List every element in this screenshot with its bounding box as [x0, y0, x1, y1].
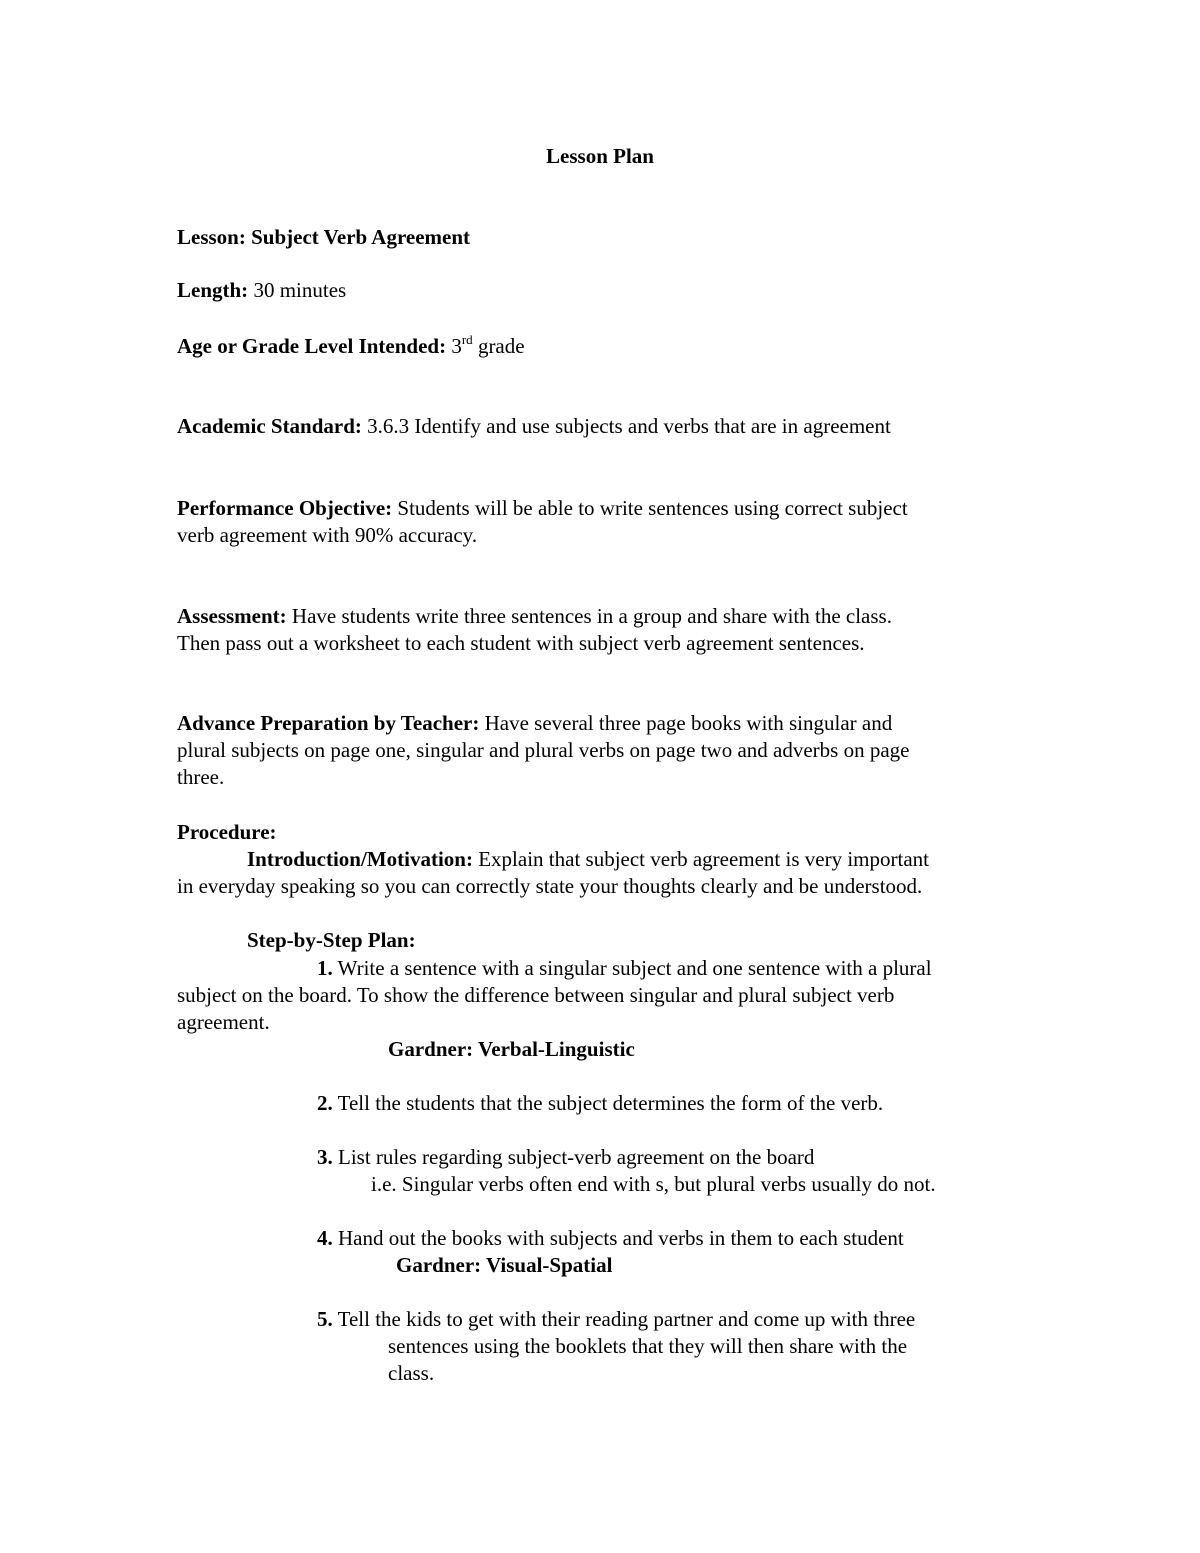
step-2-text-1: Tell the students that the subject determines the form of the verb. [337, 1091, 884, 1115]
objective-line-1 [177, 495, 908, 522]
page-title: Lesson Plan [546, 144, 654, 168]
preparation-line-2: plural subjects on page one, singular and plural verbs on page two and adverbs on page [177, 738, 910, 762]
length-label: Length: [177, 278, 249, 302]
standard-value: 3.6.3 Identify and use subjects and verbs that are in agreement [367, 414, 891, 438]
intro-label: Introduction/Motivation: [247, 847, 473, 871]
step-1-line-3: agreement. [177, 1010, 270, 1034]
grade-line [177, 333, 525, 360]
grade-label: Age or Grade Level Intended: [177, 334, 447, 358]
grade-number: 3 [451, 334, 462, 358]
assessment-label: Assessment: [177, 604, 287, 628]
objective-text-1: Students will be able to write sentences using correct subject [397, 496, 908, 520]
step-1-number: 1. [317, 956, 333, 980]
objective-line-2: verb agreement with 90% accuracy. [177, 523, 478, 547]
preparation-line-1 [177, 710, 892, 737]
step-4-text-1: Hand out the books with subjects and verbs in them to each student [338, 1226, 904, 1250]
step-5-line-3: class. [388, 1361, 435, 1385]
step-4-number: 4. [317, 1226, 333, 1250]
step-plan-heading: Step-by-Step Plan: [247, 928, 416, 952]
step-4-gardner: Gardner: Visual-Spatial [396, 1253, 613, 1277]
preparation-line-3: three. [177, 765, 225, 789]
step-2-number: 2. [317, 1091, 333, 1115]
standard-label: Academic Standard: [177, 414, 362, 438]
preparation-text-1: Have several three page books with singular and [484, 711, 893, 735]
step-3-line-1 [317, 1144, 814, 1171]
step-4-line-1 [317, 1225, 904, 1252]
step-2-line-1 [317, 1090, 883, 1117]
length-line [177, 277, 346, 304]
assessment-line-2: Then pass out a worksheet to each student with subject verb agreement sentences. [177, 631, 865, 655]
step-1-line-1 [317, 955, 932, 982]
assessment-line-1 [177, 603, 892, 630]
step-3-line-2: i.e. Singular verbs often end with s, but plural verbs usually do not. [371, 1172, 936, 1196]
procedure-heading: Procedure: [177, 820, 277, 844]
lesson-value: Subject Verb Agreement [251, 225, 471, 249]
step-1-gardner: Gardner: Verbal-Linguistic [388, 1037, 635, 1061]
intro-text-1: Explain that subject verb agreement is very important [478, 847, 929, 871]
step-5-number: 5. [317, 1307, 333, 1331]
step-5-line-2: sentences using the booklets that they will then share with the [388, 1334, 908, 1358]
assessment-text-1: Have students write three sentences in a group and share with the class. [291, 604, 892, 628]
grade-superscript: rd [461, 332, 473, 347]
standard-line [177, 413, 891, 440]
intro-line-2: in everyday speaking so you can correctly state your thoughts clearly and be understood. [177, 874, 923, 898]
grade-suffix: grade [477, 334, 525, 358]
step-3-text-1: List rules regarding subject-verb agreement on the board [338, 1145, 815, 1169]
lesson-label: Lesson: [177, 225, 246, 249]
intro-line-1 [247, 846, 929, 873]
step-5-text-1: Tell the kids to get with their reading partner and come up with three [337, 1307, 916, 1331]
step-1-text-1: Write a sentence with a singular subject and one sentence with a plural [337, 956, 932, 980]
step-1-line-2: subject on the board. To show the difference between singular and plural subject verb [177, 983, 895, 1007]
step-3-number: 3. [317, 1145, 333, 1169]
lesson-line [177, 224, 470, 251]
objective-label: Performance Objective: [177, 496, 393, 520]
length-value: 30 minutes [253, 278, 347, 302]
preparation-label: Advance Preparation by Teacher: [177, 711, 480, 735]
step-5-line-1 [317, 1306, 915, 1333]
